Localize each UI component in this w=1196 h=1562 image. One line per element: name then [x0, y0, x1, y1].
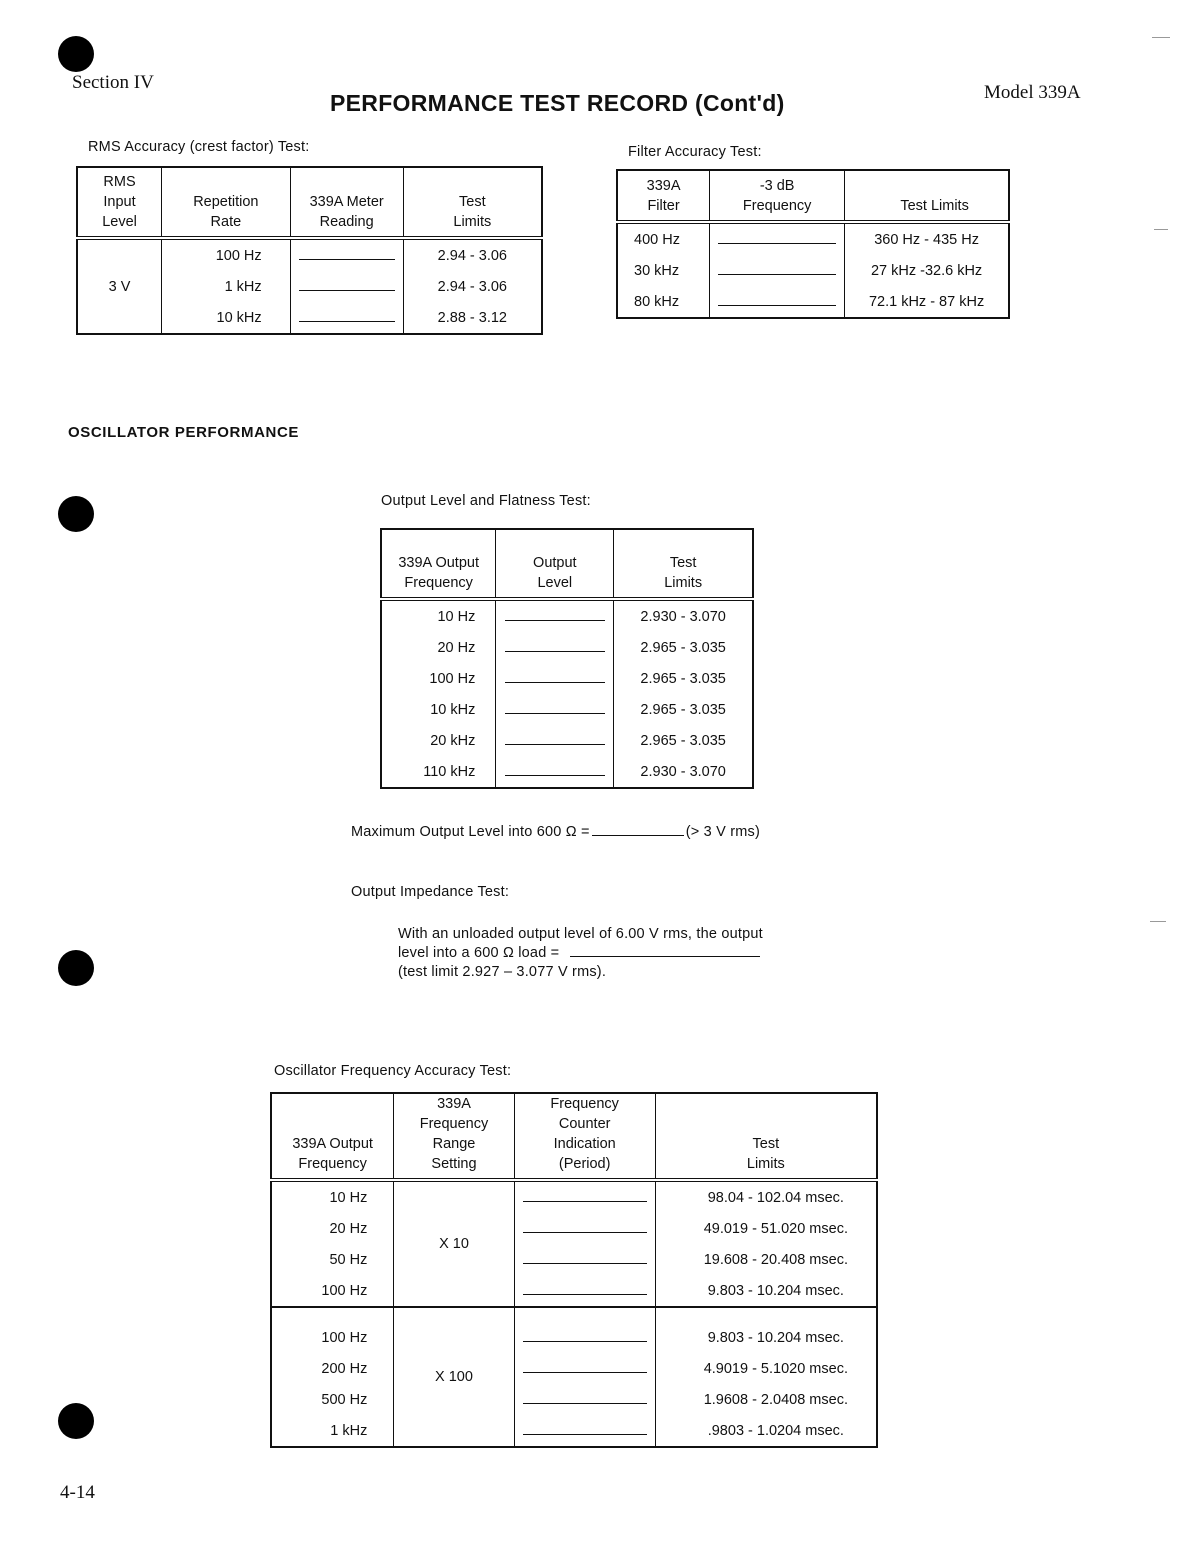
- freq-accuracy-table: [270, 1092, 878, 1448]
- frequency-blank: [710, 286, 845, 318]
- counter-blank: [514, 1244, 655, 1275]
- range-setting: X 100: [394, 1307, 514, 1447]
- output-frequency: 20 Hz: [271, 1213, 394, 1244]
- scan-mark: [1152, 37, 1170, 38]
- range-setting: X 10: [394, 1180, 514, 1307]
- max-output-blank: [592, 834, 684, 836]
- binder-hole: [58, 496, 94, 532]
- max-output-limit: (> 3 V rms): [685, 824, 760, 840]
- max-output-text: Maximum Output Level into 600 Ω =: [351, 824, 590, 840]
- binder-hole: [58, 1403, 94, 1439]
- counter-blank: [514, 1384, 655, 1415]
- header-range-setting: 339A Frequency Range Setting: [394, 1093, 514, 1180]
- test-limits: 1.9608 - 2.0408 msec.: [655, 1384, 877, 1415]
- test-limits: 2.88 - 3.12: [403, 302, 542, 334]
- filter-name: 30 kHz: [617, 255, 710, 286]
- header-output-frequency: 339A Output Frequency: [381, 529, 496, 599]
- filter-name: 80 kHz: [617, 286, 710, 318]
- output-level-blank: [496, 694, 614, 725]
- header-meter-reading: 339A Meter Reading: [290, 167, 403, 238]
- output-frequency: 20 Hz: [381, 632, 496, 663]
- header-rms-input-level: RMS Input Level: [77, 167, 162, 238]
- scan-mark: [1150, 921, 1166, 922]
- test-limits: 2.930 - 3.070: [614, 756, 753, 788]
- counter-blank: [514, 1275, 655, 1307]
- test-limits: 4.9019 - 5.1020 msec.: [655, 1353, 877, 1384]
- meter-reading-blank: [290, 271, 403, 302]
- counter-blank: [514, 1213, 655, 1244]
- meter-reading-blank: [290, 238, 403, 271]
- binder-hole: [58, 36, 94, 72]
- model-label: Model 339A: [984, 82, 1081, 103]
- repetition-rate: 100 Hz: [162, 238, 291, 271]
- binder-hole: [58, 950, 94, 986]
- header-test-limits: Test Limits: [655, 1093, 877, 1180]
- header-repetition-rate: Repetition Rate: [162, 167, 291, 238]
- scan-mark: [1154, 229, 1168, 230]
- output-level-blank: [496, 756, 614, 788]
- test-limits: 2.94 - 3.06: [403, 238, 542, 271]
- test-limits: .9803 - 1.0204 msec.: [655, 1415, 877, 1447]
- counter-blank: [514, 1415, 655, 1447]
- counter-blank: [514, 1307, 655, 1353]
- meter-reading-blank: [290, 302, 403, 334]
- output-frequency: 200 Hz: [271, 1353, 394, 1384]
- output-level-blank: [496, 725, 614, 756]
- test-limits: 2.965 - 3.035: [614, 632, 753, 663]
- output-frequency: 50 Hz: [271, 1244, 394, 1275]
- page-number: 4-14: [60, 1482, 95, 1503]
- output-level-test-label: Output Level and Flatness Test:: [381, 493, 591, 509]
- test-limits: 9.803 - 10.204 msec.: [655, 1307, 877, 1353]
- test-limits: 360 Hz - 435 Hz: [845, 222, 1009, 255]
- rms-test-label: RMS Accuracy (crest factor) Test:: [88, 139, 310, 155]
- test-limits: 49.019 - 51.020 msec.: [655, 1213, 877, 1244]
- test-limits: 9.803 - 10.204 msec.: [655, 1275, 877, 1307]
- impedance-line-2: [398, 945, 760, 961]
- rms-input-level: 3 V: [77, 238, 162, 334]
- counter-blank: [514, 1353, 655, 1384]
- test-limits: 19.608 - 20.408 msec.: [655, 1244, 877, 1275]
- repetition-rate: 10 kHz: [162, 302, 291, 334]
- page-title: PERFORMANCE TEST RECORD (Cont'd): [330, 90, 785, 116]
- output-frequency: 100 Hz: [271, 1307, 394, 1353]
- output-frequency: 110 kHz: [381, 756, 496, 788]
- output-frequency: 20 kHz: [381, 725, 496, 756]
- test-limits: 27 kHz -32.6 kHz: [845, 255, 1009, 286]
- impedance-line-1: With an unloaded output level of 6.00 V rms, the output: [398, 926, 763, 942]
- test-limits: 2.930 - 3.070: [614, 599, 753, 632]
- impedance-line-3: (test limit 2.927 – 3.077 V rms).: [398, 964, 607, 980]
- output-level-table: [380, 528, 754, 789]
- section-label: Section IV: [72, 72, 154, 93]
- header-test-limits: Test Limits: [614, 529, 753, 599]
- test-limits: 2.94 - 3.06: [403, 271, 542, 302]
- header-filter: 339A Filter: [617, 170, 710, 222]
- freq-accuracy-test-label: Oscillator Frequency Accuracy Test:: [274, 1063, 512, 1079]
- impedance-line-2-text: level into a 600 Ω load =: [398, 945, 560, 961]
- frequency-blank: [710, 222, 845, 255]
- header-test-limits: Test Limits: [403, 167, 542, 238]
- output-frequency: 1 kHz: [271, 1415, 394, 1447]
- output-frequency: 10 Hz: [271, 1180, 394, 1213]
- max-output-line: [351, 824, 760, 840]
- output-frequency: 10 kHz: [381, 694, 496, 725]
- impedance-blank: [570, 955, 760, 957]
- output-level-blank: [496, 632, 614, 663]
- test-limits: 2.965 - 3.035: [614, 725, 753, 756]
- output-frequency: 10 Hz: [381, 599, 496, 632]
- header-output-level: Output Level: [496, 529, 614, 599]
- output-frequency: 100 Hz: [271, 1275, 394, 1307]
- filter-test-label: Filter Accuracy Test:: [628, 144, 762, 160]
- header-test-limits: Test Limits: [845, 170, 1009, 222]
- header-counter-indication: Frequency Counter Indication (Period): [514, 1093, 655, 1180]
- test-limits: 72.1 kHz - 87 kHz: [845, 286, 1009, 318]
- test-limits: 2.965 - 3.035: [614, 663, 753, 694]
- header-3db-frequency: -3 dB Frequency: [710, 170, 845, 222]
- section-heading-oscillator: OSCILLATOR PERFORMANCE: [68, 424, 299, 441]
- rms-accuracy-table: [76, 166, 543, 335]
- filter-name: 400 Hz: [617, 222, 710, 255]
- output-frequency: 500 Hz: [271, 1384, 394, 1415]
- impedance-test-label: Output Impedance Test:: [351, 884, 510, 900]
- test-limits: 98.04 - 102.04 msec.: [655, 1180, 877, 1213]
- output-level-blank: [496, 599, 614, 632]
- repetition-rate: 1 kHz: [162, 271, 291, 302]
- test-limits: 2.965 - 3.035: [614, 694, 753, 725]
- filter-accuracy-table: [616, 169, 1010, 319]
- frequency-blank: [710, 255, 845, 286]
- output-frequency: 100 Hz: [381, 663, 496, 694]
- header-output-frequency: 339A Output Frequency: [271, 1093, 394, 1180]
- counter-blank: [514, 1180, 655, 1213]
- output-level-blank: [496, 663, 614, 694]
